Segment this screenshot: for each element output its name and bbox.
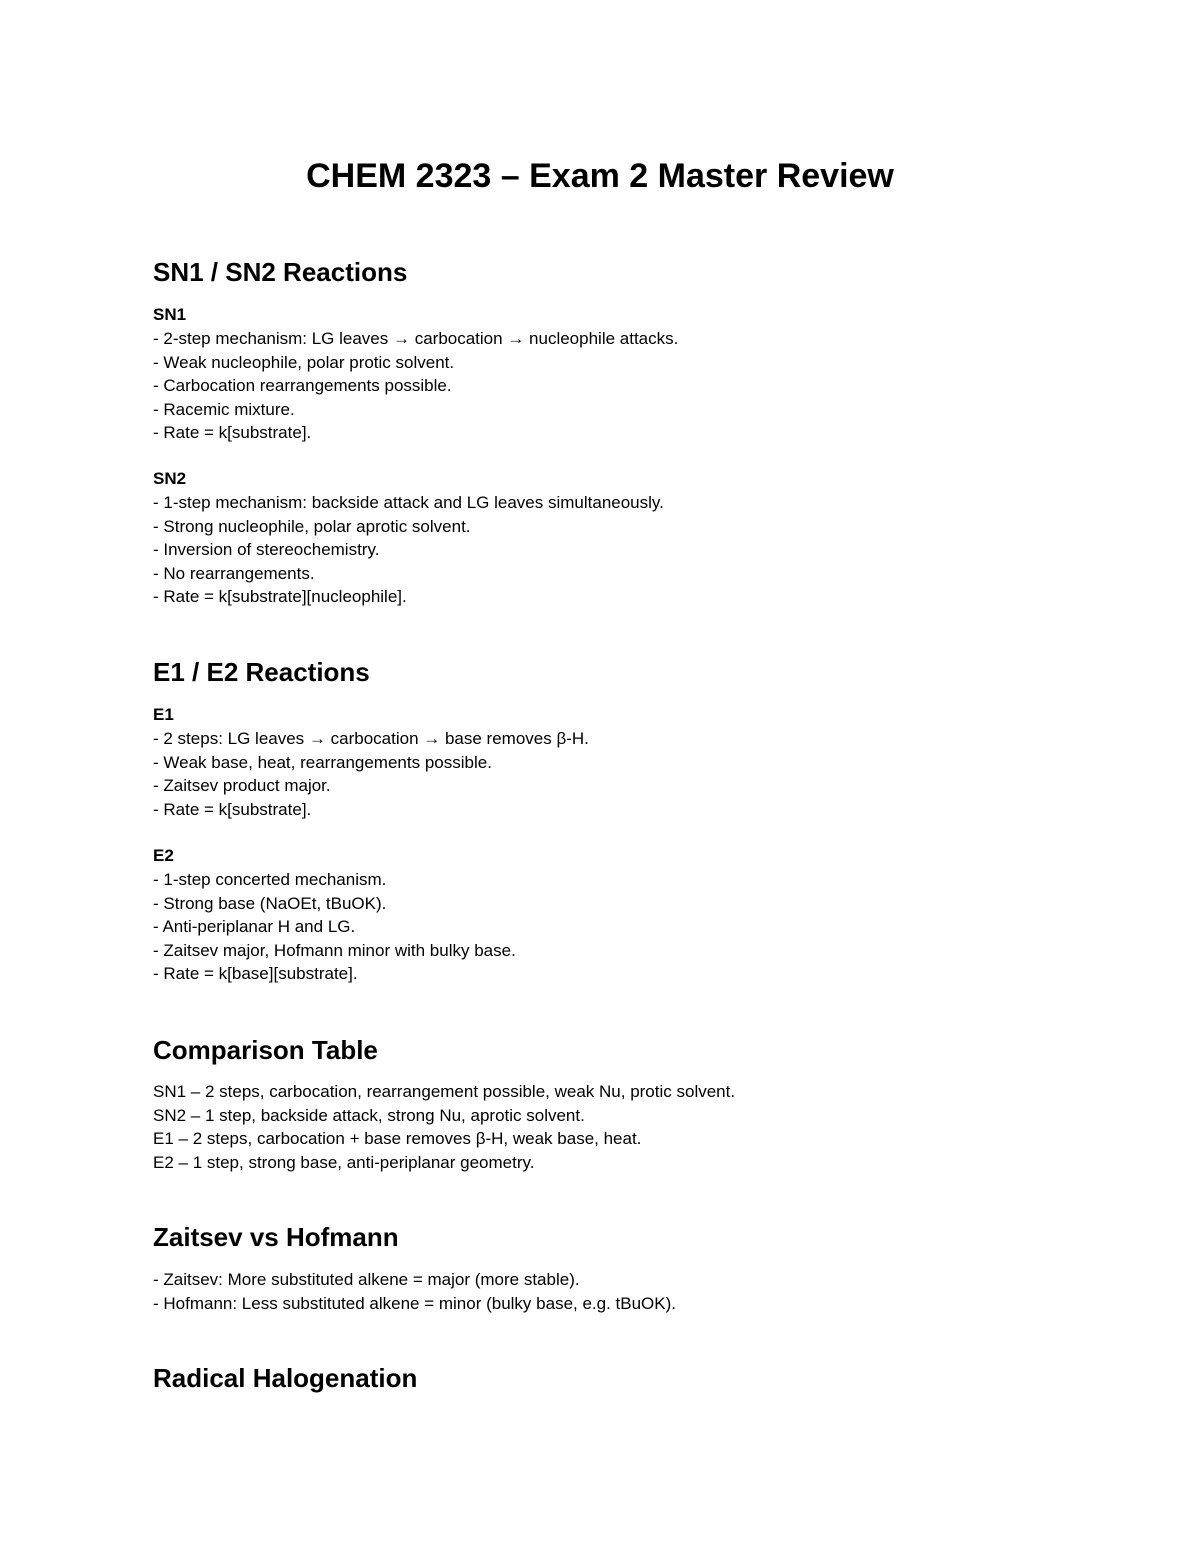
e1-list	[153, 727, 589, 821]
zaitsev-list	[153, 1268, 676, 1315]
sub-heading-e1: E1	[153, 705, 174, 724]
section-heading-zaitsev: Zaitsev vs Hofmann	[153, 1222, 399, 1252]
list-item: - Racemic mixture.	[153, 399, 295, 419]
list-item: - Rate = k[substrate].	[153, 423, 312, 442]
list-item: - Inversion of stereochemistry.	[153, 540, 380, 559]
list-item: E1 – 2 steps, carbocation + base removes β-H, weak base, heat.	[153, 1129, 642, 1148]
sn2-list	[153, 491, 664, 609]
section-heading-e: E1 / E2 Reactions	[153, 657, 370, 687]
document-title: CHEM 2323 – Exam 2 Master Review	[306, 157, 894, 195]
list-item: - Weak base, heat, rearrangements possible.	[153, 752, 492, 772]
comparison-list	[153, 1080, 735, 1174]
list-item: SN1 – 2 steps, carbocation, rearrangement possible, weak Nu, protic solvent.	[153, 1082, 736, 1101]
section-heading-sn: SN1 / SN2 Reactions	[153, 257, 408, 287]
sub-heading-e2: E2	[153, 846, 174, 865]
sub-heading-sn2: SN2	[153, 469, 187, 488]
list-item: - No rearrangements.	[153, 563, 315, 583]
sub-heading-sn1: SN1	[153, 305, 187, 324]
list-item: - 1-step mechanism: backside attack and LG leaves simultaneously.	[153, 493, 664, 512]
list-item: - Zaitsev major, Hofmann minor with bulky base.	[153, 940, 516, 960]
list-item: - Hofmann: Less substituted alkene = minor (bulky base, e.g. tBuOK).	[153, 1293, 677, 1313]
list-item: - Anti-periplanar H and LG.	[153, 917, 356, 936]
list-item: - Carbocation rearrangements possible.	[153, 376, 452, 395]
list-item: - Zaitsev product major.	[153, 776, 331, 795]
list-item: - 1-step concerted mechanism.	[153, 870, 387, 889]
list-item: - Rate = k[base][substrate].	[153, 964, 358, 983]
section-heading-comparison: Comparison Table	[153, 1035, 378, 1065]
list-item: SN2 – 1 step, backside attack, strong Nu, aprotic solvent.	[153, 1105, 585, 1125]
list-item: - Strong base (NaOEt, tBuOK).	[153, 893, 387, 913]
list-item: - Weak nucleophile, polar protic solvent.	[153, 352, 455, 372]
list-item: - Rate = k[substrate][nucleophile].	[153, 587, 407, 606]
list-item: - 2 steps: LG leaves → carbocation → base removes β-H.	[153, 729, 589, 748]
list-item: - 2-step mechanism: LG leaves → carbocation → nucleophile attacks.	[153, 329, 679, 348]
sn1-list	[153, 327, 678, 445]
list-item: - Strong nucleophile, polar aprotic solvent.	[153, 516, 471, 536]
e2-list	[153, 868, 516, 986]
section-heading-radical: Radical Halogenation	[153, 1363, 418, 1393]
list-item: E2 – 1 step, strong base, anti-periplanar geometry.	[153, 1152, 535, 1172]
list-item: - Rate = k[substrate].	[153, 799, 312, 819]
list-item: - Zaitsev: More substituted alkene = major (more stable).	[153, 1270, 580, 1289]
